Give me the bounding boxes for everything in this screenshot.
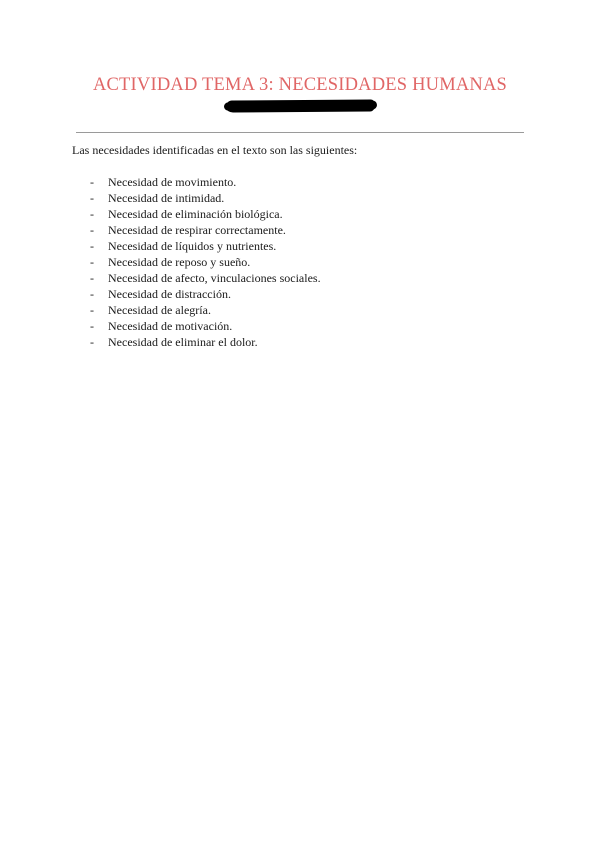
list-item-text: Necesidad de distracción. — [108, 287, 231, 301]
list-bullet: - — [90, 239, 94, 253]
list-item-text: Necesidad de líquidos y nutrientes. — [108, 239, 277, 253]
list-item-text: Necesidad de reposo y sueño. — [108, 255, 251, 269]
list-item-text: Necesidad de eliminación biológica. — [108, 207, 283, 221]
list-bullet: - — [90, 271, 94, 285]
document-title: ACTIVIDAD TEMA 3: NECESIDADES HUMANAS — [92, 75, 508, 95]
list-item-text: Necesidad de alegría. — [108, 303, 211, 317]
list-item-text: Necesidad de eliminar el dolor. — [108, 335, 258, 349]
list-bullet: - — [90, 335, 94, 349]
list-bullet: - — [90, 255, 94, 269]
list-bullet: - — [90, 319, 94, 333]
list-bullet: - — [90, 287, 94, 301]
list-bullet: - — [90, 303, 94, 317]
list-bullet: - — [90, 191, 94, 205]
list-item-text: Necesidad de intimidad. — [108, 191, 225, 205]
list-item-text: Necesidad de respirar correctamente. — [108, 223, 286, 237]
list-bullet: - — [90, 223, 94, 237]
list-bullet: - — [90, 175, 94, 189]
horizontal-rule — [76, 132, 524, 133]
list-bullet: - — [90, 207, 94, 221]
redacted-author-name — [226, 99, 375, 112]
list-item-text: Necesidad de movimiento. — [108, 175, 237, 189]
list-item-text: Necesidad de motivación. — [108, 319, 233, 333]
intro-paragraph: Las necesidades identificadas en el texto son las siguientes: — [72, 143, 358, 157]
list-item-text: Necesidad de afecto, vinculaciones sociales. — [108, 271, 321, 285]
